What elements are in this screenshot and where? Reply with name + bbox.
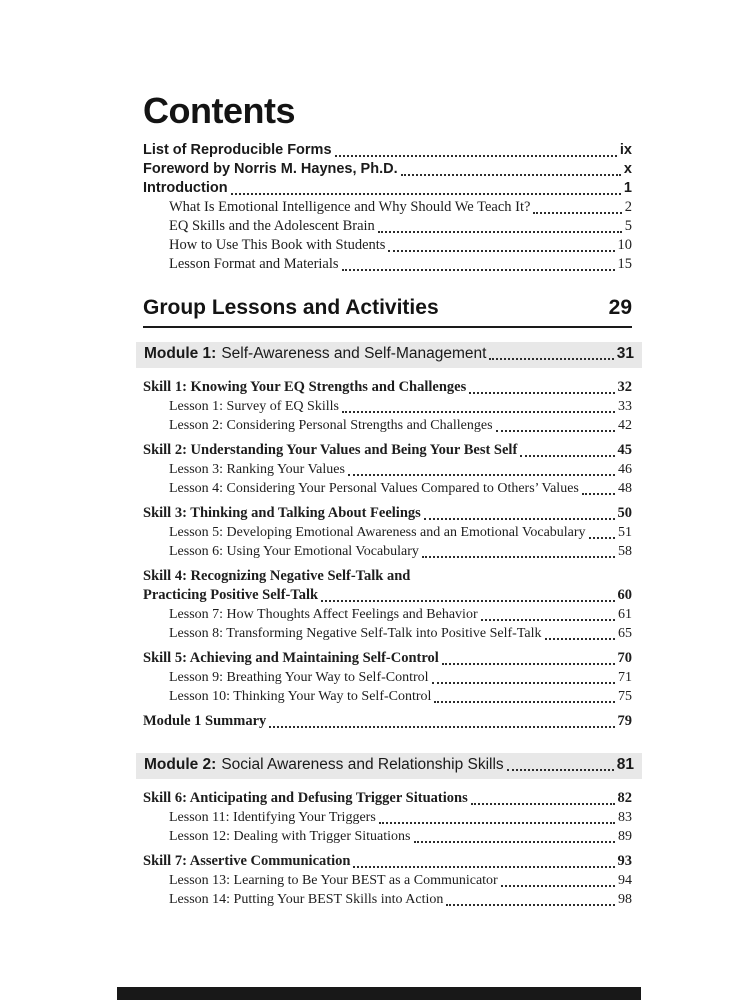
toc-entry-introduction xyxy=(143,179,632,198)
page-number: 60 xyxy=(617,587,632,603)
dot-leader xyxy=(533,212,621,214)
toc-lesson-entry xyxy=(143,605,632,624)
page-number: 98 xyxy=(618,892,632,907)
toc-entry-label: Lesson Format and Materials xyxy=(169,256,339,272)
dot-leader xyxy=(582,493,615,495)
toc-lesson-entry xyxy=(143,479,632,498)
toc-page xyxy=(143,90,632,909)
dot-leader xyxy=(342,411,615,413)
dot-leader xyxy=(481,619,615,621)
toc-entry-label: Lesson 14: Putting Your BEST Skills into Action xyxy=(169,892,444,907)
section-heading xyxy=(143,296,632,320)
toc-entry-label: What Is Emotional Intelligence and Why Should We Teach It? xyxy=(169,199,531,215)
toc-entry-label-line1: Skill 4: Recognizing Negative Self-Talk and xyxy=(143,568,411,584)
page-number: 58 xyxy=(618,544,632,559)
page-number: 75 xyxy=(618,689,632,704)
dot-leader xyxy=(348,474,615,476)
page-number: ix xyxy=(619,142,632,158)
toc-entry-label: Skill 6: Anticipating and Defusing Trigger Situations xyxy=(143,790,468,806)
page-number: 83 xyxy=(618,810,632,825)
toc-lesson-entry xyxy=(143,871,632,890)
page-number: 42 xyxy=(618,418,632,433)
toc-lesson-entry xyxy=(143,890,632,909)
module-title: Self-Awareness and Self-Management xyxy=(221,345,487,362)
dot-leader xyxy=(379,822,615,824)
page-number: 10 xyxy=(617,237,632,253)
toc-lesson-entry xyxy=(143,827,632,846)
dot-leader xyxy=(269,726,614,728)
toc-skill-entry xyxy=(143,649,632,668)
dot-leader xyxy=(388,250,614,252)
toc-subentry xyxy=(143,236,632,255)
page-title: Contents xyxy=(143,90,295,131)
page-number: 71 xyxy=(618,670,632,685)
module-prefix: Module 2: xyxy=(144,756,217,773)
page-number: 48 xyxy=(618,481,632,496)
toc-lesson-entry xyxy=(143,668,632,687)
page-number: 79 xyxy=(617,713,632,729)
toc-subentry xyxy=(143,198,632,217)
toc-subentry xyxy=(143,217,632,236)
page-number: 32 xyxy=(617,379,632,395)
toc-skill-entry xyxy=(143,504,632,523)
dot-leader xyxy=(424,518,615,520)
dot-leader xyxy=(489,358,613,360)
page-number: 5 xyxy=(624,218,632,234)
toc-entry-label: Foreword by Norris M. Haynes, Ph.D. xyxy=(143,161,398,177)
dot-leader xyxy=(335,155,617,157)
toc-lesson-entry xyxy=(143,397,632,416)
toc-lesson-entry xyxy=(143,808,632,827)
toc-entry-label: Lesson 13: Learning to Be Your BEST as a Communicator xyxy=(169,873,498,888)
module-title: Social Awareness and Relationship Skills xyxy=(221,756,504,773)
page-number: 65 xyxy=(618,626,632,641)
section-heading-label: Group Lessons and Activities xyxy=(143,296,439,319)
toc-entry-label: Lesson 6: Using Your Emotional Vocabulary xyxy=(169,544,419,559)
page-number: 61 xyxy=(618,607,632,622)
toc-entry-label: Lesson 1: Survey of EQ Skills xyxy=(169,399,339,414)
toc-subentry xyxy=(143,255,632,274)
toc-entry-label: Module 1 Summary xyxy=(143,713,267,729)
dot-leader xyxy=(496,430,615,432)
module-prefix: Module 1: xyxy=(144,345,217,362)
toc-entry-reproducible-forms xyxy=(143,141,632,160)
toc-entry-label: How to Use This Book with Students xyxy=(169,237,386,253)
dot-leader xyxy=(442,663,615,665)
toc-entry-label: Lesson 2: Considering Personal Strengths and Challenges xyxy=(169,418,493,433)
page-number: 93 xyxy=(617,853,632,869)
toc-skill-entry xyxy=(143,378,632,397)
page-number: 45 xyxy=(617,442,632,458)
page-number: 31 xyxy=(616,345,634,362)
dot-leader xyxy=(378,231,622,233)
dot-leader xyxy=(469,392,614,394)
toc-entry-label: Lesson 12: Dealing with Trigger Situations xyxy=(169,829,411,844)
page-number: 2 xyxy=(624,199,632,215)
toc-entry-label: Skill 1: Knowing Your EQ Strengths and Challenges xyxy=(143,379,467,395)
page-number: 50 xyxy=(617,505,632,521)
toc-entry-line2 xyxy=(143,586,632,605)
toc-entry-label: Lesson 4: Considering Your Personal Values Compared to Others’ Values xyxy=(169,481,579,496)
toc-lesson-entry xyxy=(143,542,632,561)
dot-leader xyxy=(471,803,615,805)
toc-lesson-entry xyxy=(143,416,632,435)
dot-leader xyxy=(545,638,616,640)
toc-skill-entry-two-line xyxy=(143,567,632,605)
page-number: 1 xyxy=(623,180,632,196)
module-2-heading xyxy=(136,753,642,779)
toc-entry-label: Lesson 8: Transforming Negative Self-Talk into Positive Self-Talk xyxy=(169,626,542,641)
page-number: 82 xyxy=(617,790,632,806)
dot-leader xyxy=(321,600,614,602)
toc-skill-entry xyxy=(143,441,632,460)
dot-leader xyxy=(401,174,621,176)
toc-skill-entry xyxy=(143,789,632,808)
page-number: 81 xyxy=(616,756,634,773)
toc-lesson-entry xyxy=(143,624,632,643)
toc-entry-label: Skill 2: Understanding Your Values and Being Your Best Self xyxy=(143,442,518,458)
page-number: 51 xyxy=(618,525,632,540)
page-number: 70 xyxy=(617,650,632,666)
toc-module-summary xyxy=(143,712,632,731)
page-number: 46 xyxy=(618,462,632,477)
bottom-page-edge xyxy=(117,987,641,1000)
toc-entry-label: Introduction xyxy=(143,180,228,196)
toc-entry-label: Lesson 10: Thinking Your Way to Self-Control xyxy=(169,689,432,704)
toc-entry-label: Lesson 7: How Thoughts Affect Feelings and Behavior xyxy=(169,607,478,622)
dot-leader xyxy=(520,455,614,457)
page-number: 15 xyxy=(617,256,632,272)
toc-skill-entry xyxy=(143,852,632,871)
page-number: 94 xyxy=(618,873,632,888)
dot-leader xyxy=(446,904,615,906)
dot-leader xyxy=(353,866,614,868)
toc-lesson-entry xyxy=(143,687,632,706)
toc-entry-label-line2: Practicing Positive Self-Talk xyxy=(143,587,319,603)
dot-leader xyxy=(589,537,615,539)
dot-leader xyxy=(434,701,615,703)
toc-entry-foreword xyxy=(143,160,632,179)
module-1-heading xyxy=(136,342,642,368)
toc-entry-label: Lesson 3: Ranking Your Values xyxy=(169,462,345,477)
section-heading-page: 29 xyxy=(608,296,632,319)
dot-leader xyxy=(414,841,616,843)
page-number: x xyxy=(623,161,632,177)
toc-entry-label: Skill 7: Assertive Communication xyxy=(143,853,351,869)
toc-entry-label: Skill 3: Thinking and Talking About Feelings xyxy=(143,505,421,521)
toc-lesson-entry xyxy=(143,460,632,479)
toc-entry-label: Lesson 11: Identifying Your Triggers xyxy=(169,810,376,825)
toc-entry-label: Skill 5: Achieving and Maintaining Self-Control xyxy=(143,650,439,666)
dot-leader xyxy=(342,269,615,271)
dot-leader xyxy=(507,769,614,771)
page-number: 89 xyxy=(618,829,632,844)
section-divider xyxy=(143,326,632,328)
toc-entry-label: List of Reproducible Forms xyxy=(143,142,332,158)
toc-entry-label: Lesson 9: Breathing Your Way to Self-Control xyxy=(169,670,429,685)
page-number: 33 xyxy=(618,399,632,414)
dot-leader xyxy=(432,682,615,684)
toc-entry-label: EQ Skills and the Adolescent Brain xyxy=(169,218,375,234)
toc-entry-label: Lesson 5: Developing Emotional Awareness and an Emotional Vocabulary xyxy=(169,525,586,540)
dot-leader xyxy=(422,556,615,558)
dot-leader xyxy=(501,885,615,887)
dot-leader xyxy=(231,193,621,195)
toc-lesson-entry xyxy=(143,523,632,542)
